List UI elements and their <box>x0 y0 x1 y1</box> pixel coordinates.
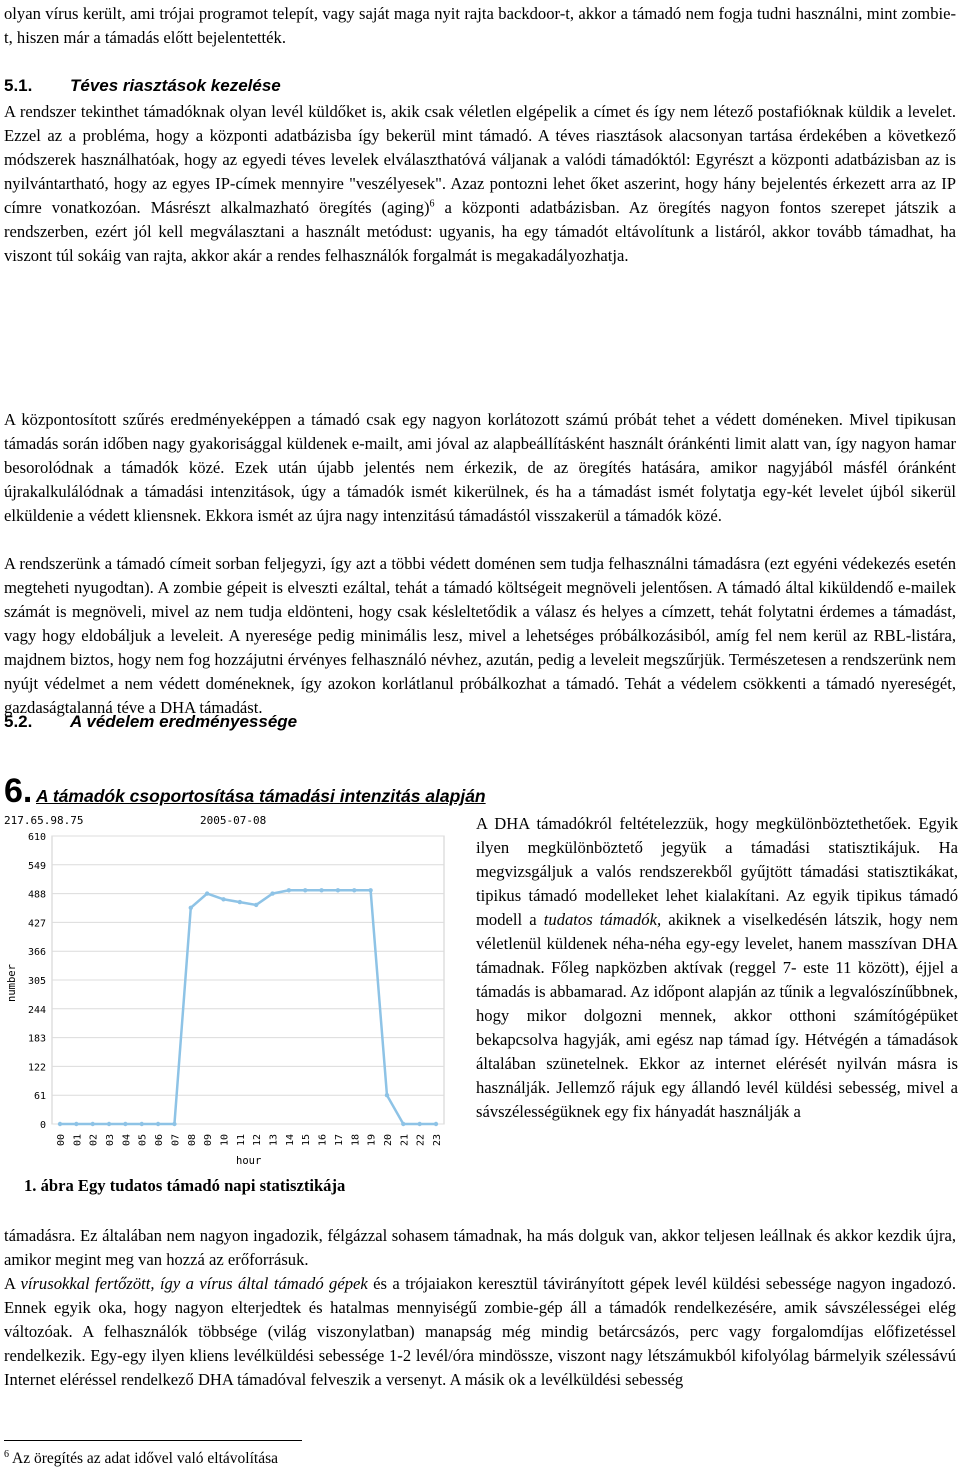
x-tick-label: 17 <box>333 1133 345 1146</box>
data-point <box>107 1122 111 1126</box>
x-tick-label: 00 <box>56 1133 67 1146</box>
data-point <box>401 1122 405 1126</box>
x-tick-label: 03 <box>105 1133 117 1146</box>
x-tick-label: 22 <box>415 1133 427 1146</box>
x-axis-label: hour <box>236 1155 262 1167</box>
section-number: 5.2. <box>4 712 33 731</box>
y-tick-label: 305 <box>27 976 46 987</box>
section-number: 6. <box>4 772 33 810</box>
x-tick-label: 19 <box>366 1133 378 1146</box>
figure-caption: 1. ábra Egy tudatos támadó napi statisztikája <box>24 1176 346 1195</box>
data-point <box>238 900 242 904</box>
top-paragraph: olyan vírus került, ami trójai programot telepít, vagy saját maga nyit rajta backdoor-t, akkor a támadó nem fogja tudni használni, mint zombie-t, hiszen már a támadás előtt bejelentették. <box>4 4 956 47</box>
y-tick-label: 244 <box>27 1004 46 1016</box>
x-tick-label: 18 <box>350 1133 362 1146</box>
section-title: A támadók csoportosítása támadási intenzitás alapján <box>36 786 486 806</box>
x-tick-label: 02 <box>88 1133 100 1146</box>
data-point <box>270 891 274 895</box>
data-point <box>254 903 258 907</box>
x-tick-label: 07 <box>170 1133 182 1146</box>
footnote <box>4 1448 278 1470</box>
x-tick-label: 12 <box>252 1133 264 1146</box>
x-tick-label: 13 <box>268 1133 280 1146</box>
x-tick-label: 10 <box>219 1133 231 1146</box>
data-point <box>352 888 356 892</box>
y-tick-label: 366 <box>27 947 46 959</box>
x-tick-label: 01 <box>72 1133 84 1146</box>
attack-statistics-figure <box>4 812 452 1172</box>
data-point <box>417 1122 421 1126</box>
italic-term: tudatos támadók, <box>543 910 662 929</box>
data-point <box>336 888 340 892</box>
column-text: A DHA támadókról feltételezzük, hogy megkülönböztethetőek. Egyik ilyen megkülönböztető jegyük a támadási statisztikájuk. Ha megvizsgáljuk a valós rendszerekből gyűjtött támadási statisztikákat, tipikus támadó modelleket lehet kialakítani. Az egyik tipikus támadó modell a <box>476 814 958 929</box>
data-point <box>156 1122 160 1126</box>
footnote-text: Az öregítés az adat idővel való eltávolítása <box>9 1450 278 1467</box>
y-tick-label: 488 <box>27 889 46 901</box>
footnote-separator <box>4 1440 302 1441</box>
data-point <box>189 906 193 910</box>
chart-date-label: 2005-07-08 <box>200 814 267 827</box>
data-point <box>303 888 307 892</box>
x-tick-label: 09 <box>203 1133 215 1146</box>
data-point <box>287 888 291 892</box>
y-tick-label: 610 <box>27 832 46 843</box>
data-point <box>319 888 323 892</box>
para-rest: és a trójaiakon keresztül távirányított gépek levél küldési sebessége nagyon ingadozó. Ennek egyik oka, hogy nagyon elterjedtek és hatalmas mennyiségű zombie-gép áll a támadók rendelkezésére, amik sávszélességei elég változóak. A felhasználók többsége (világ viszonylatban) manapság még mindig betárcsázós, perc vagy forgalomdíjas előfizetéssel rendelkezik. Egy-egy ilyen kliens levélküldési sebessége 1-2 levél/óra mindössze, viszont nagy létszámukból kifolyólag bármelyik szélessávú Internet eléréssel rendelkező DHA támadóval felveszik a versenyt. A másik ok a levélküldési sebesség <box>4 1274 956 1389</box>
section-6-paragraph-2 <box>4 1272 956 1392</box>
data-point <box>205 891 209 895</box>
data-point <box>172 1122 176 1126</box>
section-title: A védelem eredményessége <box>70 712 298 731</box>
y-tick-label: 427 <box>27 918 46 930</box>
x-tick-label: 20 <box>382 1133 394 1146</box>
data-point <box>74 1122 78 1126</box>
x-tick-label: 06 <box>154 1133 166 1146</box>
data-point <box>385 1093 389 1097</box>
column-text-continued: akiknek a viselkedésén látszik, hogy nem véletlenül küldenek néha-néha egy-egy levelet, hanem masszívan DHA támadnak. Főleg napközben aktívak (reggel 7- este 11 között), éjjel a támadás is abbamarad. Az időpont alapján az tűnik a legvalószínűbbnek, hogy mikor dolgozni mennek, akkor otthoni számítógépüket bekapcsolva hagyják, ami egész nap támad így. Hétvégén a támadások általában szünetelnek. Ekkor az internet elérését nyilván másra is használják. Jellemző rájuk egy állandó levél küldési sebesség, mivel a sávszélességüknek egy fix hányadát használják a <box>476 910 958 1121</box>
x-tick-label: 14 <box>284 1133 296 1146</box>
footnote-number: 6 <box>4 1448 9 1460</box>
y-tick-label: 61 <box>33 1091 46 1103</box>
x-tick-label: 11 <box>235 1133 247 1146</box>
data-point <box>58 1122 62 1126</box>
line-chart <box>4 812 452 1172</box>
para-start: A <box>4 1274 21 1293</box>
section-5-2-paragraph-1: A központosított szűrés eredményeképpen a támadó csak egy nagyon korlátozott számú próbát tehet a védett doméneken. Mivel tipikusan támadás során időben nagy gyakorisággal küldenek e-mailt, ami jóval az alapbeállításként használt óránkénti limit alatt van, így nagyon hamar besorolódnak a támadók közé. Ezek után újabb jelentés nem érkezik, de az öregítés hatására, amikor nagyjából másfél óránként újrakalkulálódnak a támadási intenzitások, úgy a támadók ismét kikerülnek, és ha a támadást ismét folytatja egy-két levelet újból sikerül elküldenie a védett kliensnek. Ekkora ismét az újra nagy intenzitású támadástól visszakerül a támadók közé. <box>4 410 956 525</box>
data-point <box>140 1122 144 1126</box>
section-6-right-column <box>476 812 958 1124</box>
data-point <box>434 1122 438 1126</box>
italic-term: vírusokkal fertőzött, így a vírus által támadó gépek <box>20 1274 368 1293</box>
data-point <box>123 1122 127 1126</box>
y-axis-label: number <box>6 964 18 1002</box>
section-5-1-heading <box>4 76 281 96</box>
para-text: A téves riasztások alacsonyan tartása érdekében a következő módszerek használhatóak, hogy az egyedi téves levelek elválaszthatóvá váljanak a valódi támadóktól: Egyrészt a központi adatbázisban az is nyilvántartható, hogy az egyes IP-címek mennyire "veszélyesek". Azaz pontozni lehet őket aszerint, hogy hány bejelentés érkezett arra az IP címre vonatkozóan. Másrészt alkalmazható öregítés (aging) <box>4 126 957 217</box>
chart-ip-label: 217.65.98.75 <box>4 814 84 827</box>
x-tick-label: 21 <box>399 1133 411 1146</box>
data-point <box>90 1122 94 1126</box>
section-6-paragraph-1: támadásra. Ez általában nem nagyon ingadozik, félgázzal sohasem támadnak, ha más dolguk van, akkor teljesen leállnak és akkor kezdik újra, amikor megint meg van hozzá az erőforrásuk. <box>4 1226 956 1269</box>
section-5-2-paragraph-2: A rendszerünk a támadó címeit sorban feljegyzi, így azt a többi védett doménen sem tudja felhasználni támadásra (ezt egyéni védekezés esetén megteheti nyugodtan). A zombie gépeit is elveszti ezáltal, tehát a támadó költségeit megnöveli jelentősen. A támadó által kiküldendő e-mailek számát is megnöveli, mivel az nem tudja eldönteni, hogy csak késleltetődik a válasz és helyes a címzett, tehát folytatni érdemes a támadást, vagy hogy eldobáljuk a leveleit. A nyeresége pedig minimális lesz, mivel a lehetséges próbálkozásiból, amíg fel nem kerül az RBL-listára, majdnem biztos, hogy nem fog hozzájutni érvényes felhasználó névhez, azután, pedig a leveleit megszűrjük. Természetesen a rendszerünk nem nyújt védelmet a nem védett doméneknek, így azokon korlátlanul próbálkozhat a támadó. Tehát a védelem csökkenti a támadó nyereségét, gazdaságtalanná téve a DHA támadást. <box>4 554 956 717</box>
data-point <box>221 897 225 901</box>
x-tick-label: 23 <box>432 1133 443 1146</box>
x-tick-label: 16 <box>317 1133 329 1146</box>
y-tick-label: 122 <box>27 1062 46 1074</box>
x-tick-label: 04 <box>121 1133 133 1146</box>
x-tick-label: 05 <box>137 1133 149 1146</box>
section-number: 5.1. <box>4 76 33 95</box>
x-tick-label: 15 <box>301 1133 313 1146</box>
para-intro-text: A rendszer tekinthet támadóknak olyan levél küldőket is, akik csak véletlen elgépelik a címet és így nem létező postafióknak küldik a levelet. Ezzel az a probléma, hogy a központi adatbázisba így bekerül mint támadó. <box>4 102 956 145</box>
section-5-1-paragraph <box>4 100 956 268</box>
y-tick-label: 549 <box>27 860 46 872</box>
footnote-ref: 6 <box>429 198 435 210</box>
section-title: Téves riasztások kezelése <box>70 76 281 95</box>
x-tick-label: 08 <box>186 1133 198 1146</box>
data-point <box>368 888 372 892</box>
para-text-continued: a központi adatbázisban. Az öregítés nagyon fontos szerepet játszik a rendszerben, ezért jól kell megválasztani a használt metódust: ugyanis, ha egy támadót eltávolítunk a listáról, akkor tovább támadhat, ha viszont túl sokáig van rajta, akkor akár a rendes felhasználók forgalmát is megakadályozhatja. <box>4 198 956 265</box>
section-6-heading <box>4 772 486 811</box>
y-tick-label: 0 <box>39 1120 46 1131</box>
y-tick-label: 183 <box>27 1033 46 1045</box>
